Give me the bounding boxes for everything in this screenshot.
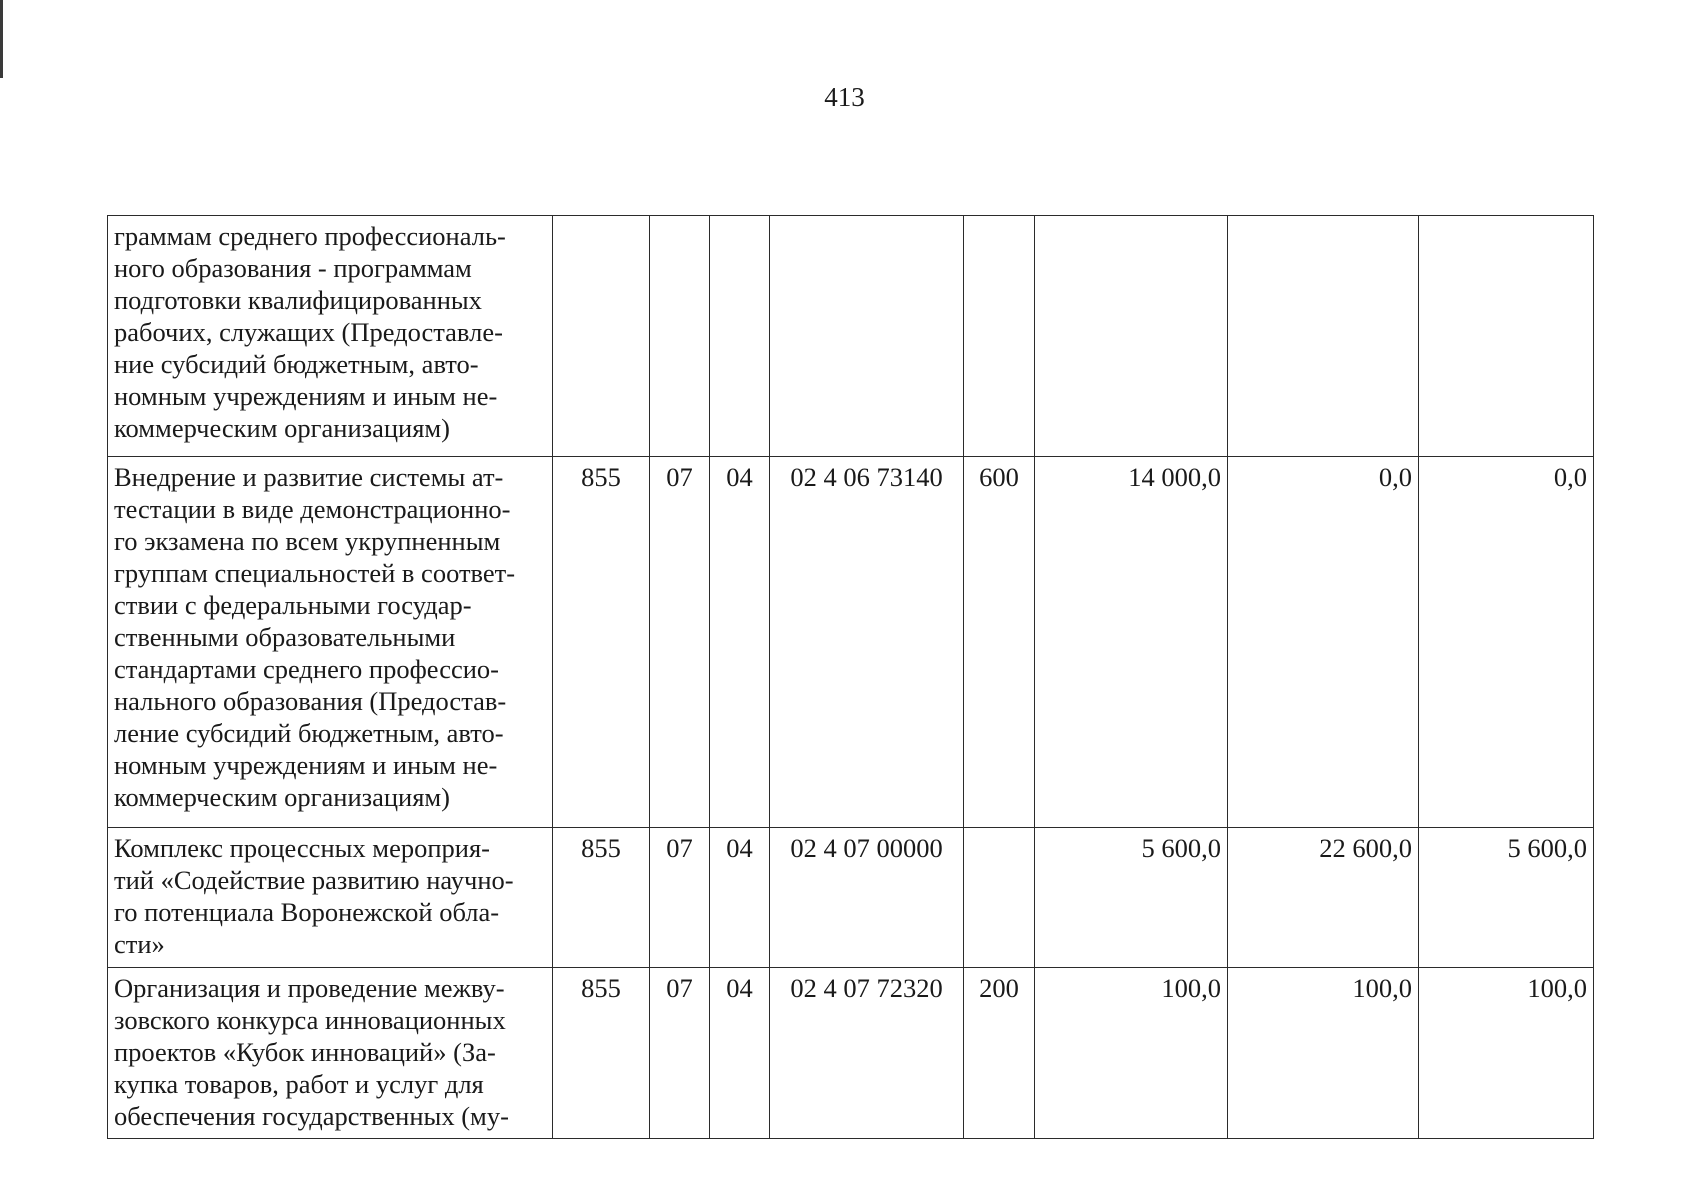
subsection-code: 04: [710, 457, 770, 828]
description-line: тий «Содействие развитию научно-: [114, 865, 514, 895]
description-line: граммам среднего профессиональ-: [114, 221, 506, 251]
description-line: Организация и проведение межву-: [114, 973, 505, 1003]
amount-year-1: [1035, 216, 1228, 457]
description-line: подготовки квалифицированных: [114, 285, 482, 315]
target-code: [770, 216, 964, 457]
table-row: [108, 968, 1594, 1139]
description-line: ного образования - программам: [114, 253, 472, 283]
description-line: ствии с федеральными государ-: [114, 590, 472, 620]
description-line: стандартами среднего профессио-: [114, 654, 499, 684]
target-code: 02 4 07 72320: [770, 968, 964, 1139]
ministry-code: 855: [553, 968, 650, 1139]
description-line: проектов «Кубок инноваций» (За-: [114, 1037, 496, 1067]
description-line: сти»: [114, 929, 165, 959]
description-line: коммерческим организациям): [114, 782, 450, 812]
amount-year-1: 14 000,0: [1035, 457, 1228, 828]
amount-year-3: 0,0: [1419, 457, 1594, 828]
amount-year-3: [1419, 216, 1594, 457]
amount-year-3: 5 600,0: [1419, 828, 1594, 968]
amount-year-1: 100,0: [1035, 968, 1228, 1139]
section-code: 07: [650, 828, 710, 968]
description-line: коммерческим организациям): [114, 413, 450, 443]
page-number: 413: [824, 82, 865, 112]
description-line: обеспечения государственных (му-: [114, 1101, 509, 1131]
description-line: ние субсидий бюджетным, авто-: [114, 349, 479, 379]
subsection-code: 04: [710, 968, 770, 1139]
description-line: Внедрение и развитие системы ат-: [114, 462, 504, 492]
expense-type-code: 200: [964, 968, 1035, 1139]
description-line: го потенциала Воронежской обла-: [114, 897, 500, 927]
description-line: нального образования (Предостав-: [114, 686, 507, 716]
amount-year-3: 100,0: [1419, 968, 1594, 1139]
description-line: группам специальностей в соответ-: [114, 558, 516, 588]
table-row: [108, 828, 1594, 968]
row-description: [108, 828, 553, 968]
description-line: тестации в виде демонстрационно-: [114, 494, 511, 524]
description-line: купка товаров, работ и услуг для: [114, 1069, 484, 1099]
table-row: [108, 216, 1594, 457]
section-code: 07: [650, 457, 710, 828]
ministry-code: 855: [553, 828, 650, 968]
expense-type-code: [964, 828, 1035, 968]
scan-edge-mark: [0, 0, 3, 78]
ministry-code: [553, 216, 650, 457]
description-line: Комплекс процессных мероприя-: [114, 833, 490, 863]
expense-type-code: [964, 216, 1035, 457]
subsection-code: 04: [710, 828, 770, 968]
amount-year-1: 5 600,0: [1035, 828, 1228, 968]
expense-type-code: 600: [964, 457, 1035, 828]
row-description: [108, 457, 553, 828]
amount-year-2: 0,0: [1228, 457, 1419, 828]
ministry-code: 855: [553, 457, 650, 828]
description-line: ление субсидий бюджетным, авто-: [114, 718, 504, 748]
target-code: 02 4 06 73140: [770, 457, 964, 828]
description-line: номным учреждениям и иным не-: [114, 750, 498, 780]
amount-year-2: 100,0: [1228, 968, 1419, 1139]
row-description: [108, 968, 553, 1139]
amount-year-2: [1228, 216, 1419, 457]
section-code: 07: [650, 968, 710, 1139]
amount-year-2: 22 600,0: [1228, 828, 1419, 968]
subsection-code: [710, 216, 770, 457]
target-code: 02 4 07 00000: [770, 828, 964, 968]
table-row: [108, 457, 1594, 828]
description-line: ственными образовательными: [114, 622, 456, 652]
budget-table: [107, 215, 1594, 1139]
description-line: номным учреждениям и иным не-: [114, 381, 498, 411]
description-line: го экзамена по всем укрупненным: [114, 526, 501, 556]
row-description: [108, 216, 553, 457]
description-line: зовского конкурса инновационных: [114, 1005, 506, 1035]
description-line: рабочих, служащих (Предоставле-: [114, 317, 503, 347]
section-code: [650, 216, 710, 457]
